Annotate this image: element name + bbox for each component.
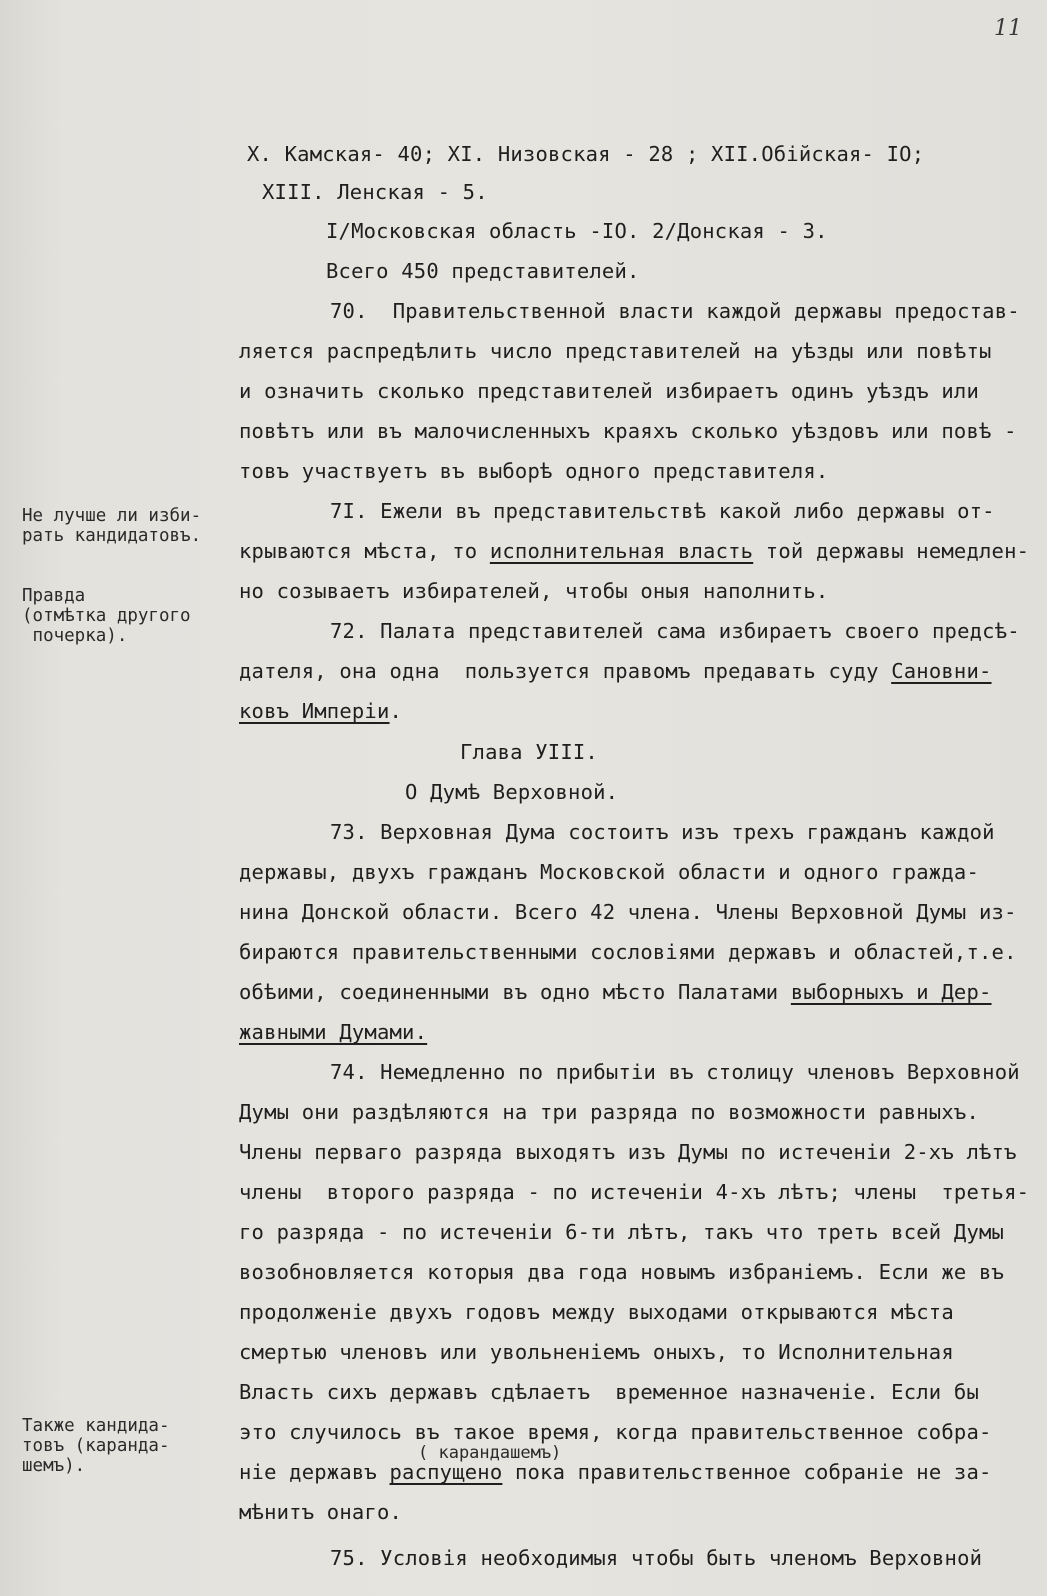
- underlined-phrase: Сановни-: [891, 659, 992, 683]
- text-segment: обѣими, соединенными въ одно мѣсто Палатами: [239, 980, 791, 1004]
- text-line: мѣнитъ онаго.: [239, 1500, 403, 1524]
- margin-note: [22, 1416, 170, 1476]
- text-line: [239, 697, 402, 725]
- text-segment: крываются мѣста, то: [239, 539, 490, 563]
- text-segment: пока правительственное собранiе не за-: [502, 1460, 992, 1484]
- underlined-phrase: исполнительная власть: [489, 539, 754, 563]
- chapter-subtitle: О Думѣ Верховной.: [405, 780, 619, 804]
- text-line: возобновляется которыя два года новымъ избранiемъ. Если же въ: [239, 1260, 1005, 1284]
- underlined-phrase: выборныхъ и Дер-: [790, 980, 992, 1004]
- text-line: 72. Палата представителей сама избираетъ своего предсѣ-: [330, 619, 1020, 643]
- text-line: Думы они раздѣляются на три разряда по возможности равныхъ.: [239, 1100, 979, 1124]
- text-line: [239, 537, 1029, 565]
- text-line: и означить сколько представителей избираетъ одинъ уѣздъ или: [239, 379, 979, 403]
- margin-note-line: Правда: [22, 586, 86, 606]
- text-segment: дателя, она одна пользуется правомъ предавать суду: [239, 659, 892, 683]
- text-line: но созываетъ избирателей, чтобы оныя наполнить.: [239, 579, 829, 603]
- text-line: [239, 1018, 427, 1046]
- underlined-phrase: жавными Думами.: [239, 1020, 428, 1044]
- text-line: смертью членовъ или увольненiемъ оныхъ, то Исполнительная: [239, 1340, 954, 1364]
- text-segment: той державы немедлен-: [753, 539, 1030, 563]
- text-line: бираются правительственными сословiями державъ и областей,т.е.: [239, 940, 1017, 964]
- margin-note-line: Не лучше ли изби-: [22, 506, 202, 526]
- underlined-phrase: распущено: [389, 1460, 503, 1484]
- text-line: 7I. Ежели въ представительствѣ какой либо державы от-: [330, 499, 995, 523]
- text-line: 70. Правительственной власти каждой державы предостав-: [330, 299, 1020, 323]
- text-line: [239, 978, 992, 1006]
- text-line: X. Камская- 40; XI. Низовская - 28 ; XII.Обiйская- IO;: [247, 142, 925, 166]
- text-line: I/Московская область -IO. 2/Донская - 3.: [326, 219, 828, 243]
- margin-note: [22, 506, 201, 546]
- text-line: державы, двухъ гражданъ Московской области и одного гражда-: [239, 860, 979, 884]
- margin-note-line: почерка).: [22, 626, 128, 646]
- inline-pencil-note: ( карандашемъ): [418, 1443, 562, 1463]
- margin-note-line: шемъ).: [22, 1456, 86, 1476]
- text-line: 74. Немедленно по прибытiи въ столицу членовъ Верховной: [330, 1060, 1020, 1084]
- text-segment: .: [389, 699, 403, 723]
- margin-note-line: Также кандида-: [22, 1416, 170, 1436]
- text-line: 73. Верховная Дума состоитъ изъ трехъ гражданъ каждой: [330, 820, 995, 844]
- chapter-heading: Глава УIII.: [460, 740, 598, 764]
- text-line: Власть сихъ державъ сдѣлаетъ временное назначенiе. Если бы: [239, 1380, 979, 1404]
- margin-note-line: товъ (каранда-: [22, 1436, 170, 1456]
- text-line: го разряда - по истеченiи 6-ти лѣтъ, такъ что треть всей Думы: [239, 1220, 1005, 1244]
- margin-note-line: (отмѣтка другого: [22, 606, 191, 626]
- text-segment: нiе державъ: [239, 1460, 390, 1484]
- margin-note: [22, 586, 191, 646]
- page-number: 11: [994, 16, 1022, 41]
- text-line: повѣтъ или въ малочисленныхъ краяхъ сколько уѣздовъ или повѣ -: [239, 419, 1017, 443]
- underlined-phrase: ковъ Имперiи: [239, 699, 390, 723]
- text-line: 75. Условiя необходимыя чтобы быть членомъ Верховной: [330, 1546, 983, 1570]
- text-line: Члены перваго разряда выходятъ изъ Думы по истеченiи 2-хъ лѣтъ: [239, 1140, 1017, 1164]
- text-line: [239, 1458, 992, 1486]
- text-line: ляется распредѣлить число представителей на уѣзды или повѣты: [239, 339, 992, 363]
- text-line: XIII. Ленская - 5.: [262, 180, 488, 204]
- text-line: это случилось въ такое время, когда правительственное собра-: [239, 1420, 992, 1444]
- text-line: [239, 657, 992, 685]
- margin-note-line: рать кандидатовъ.: [22, 526, 202, 546]
- text-line: товъ участвуетъ въ выборѣ одного представителя.: [239, 459, 829, 483]
- text-line: продолженiе двухъ годовъ между выходами открываются мѣста: [239, 1300, 954, 1324]
- text-line: нина Донской области. Всего 42 члена. Члены Верховной Думы из-: [239, 900, 1017, 924]
- text-line: члены второго разряда - по истеченiи 4-хъ лѣтъ; члены третья-: [239, 1180, 1030, 1204]
- text-line: Всего 450 представителей.: [326, 259, 640, 283]
